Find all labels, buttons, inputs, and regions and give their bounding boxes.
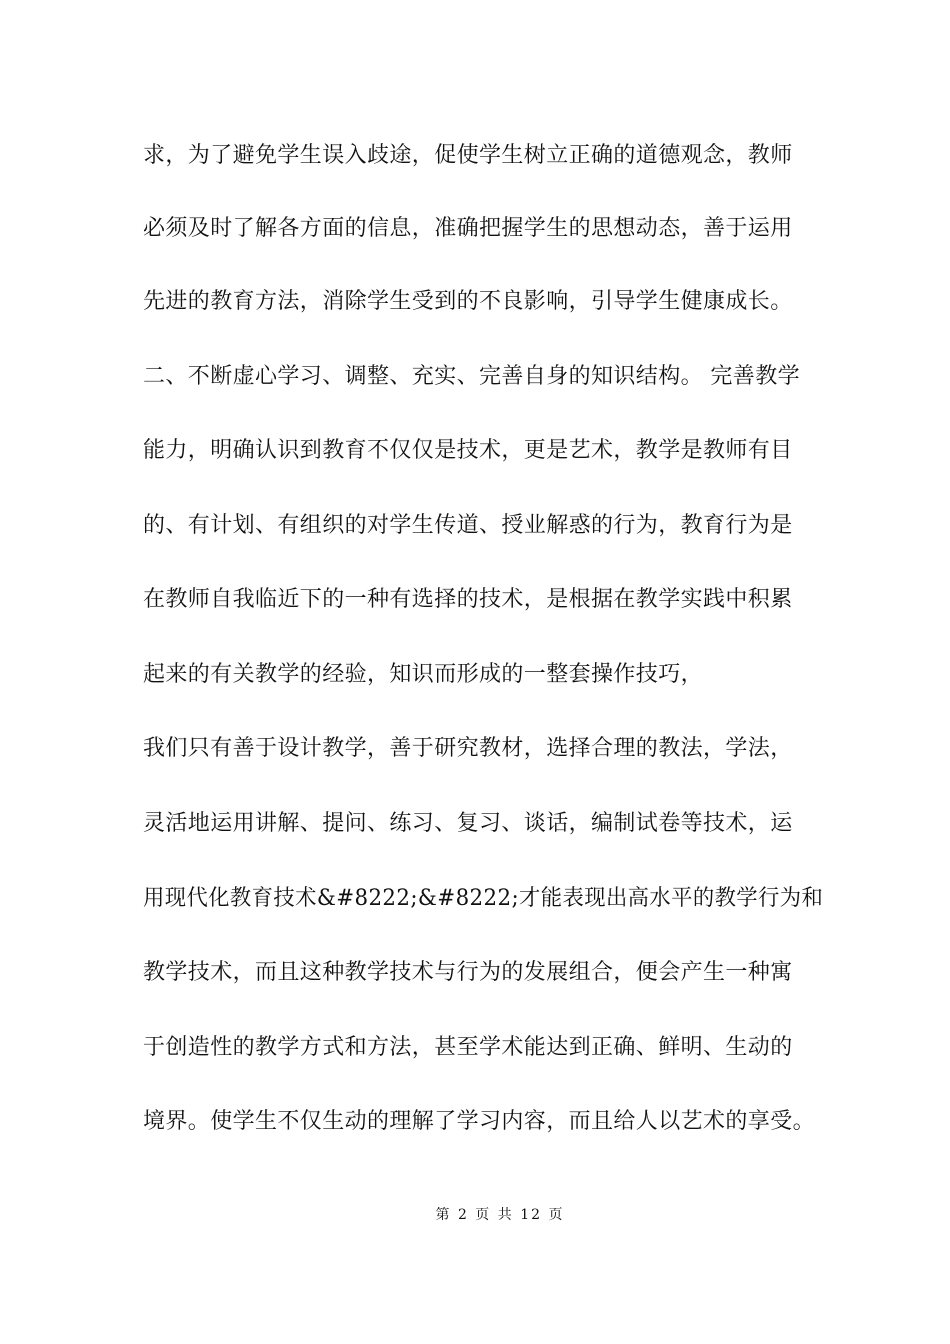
body-text-line: 求，为了避免学生误入歧途，促使学生树立正确的道德观念，教师 [143,143,793,168]
body-text-line: 我们只有善于设计教学，善于研究教材，选择合理的教法，学法， [143,736,793,761]
body-text-line: 教学技术，而且这种教学技术与行为的发展组合，便会产生一种寓 [143,960,793,985]
body-text-line: 境界。使学生不仅生动的理解了学习内容，而且给人以艺术的享受。 [143,1109,816,1134]
body-text-line: 的、有计划、有组织的对学生传道、授业解惑的行为，教育行为是 [143,513,793,538]
body-text-line: 用现代化教育技术&#8222;&#8222;才能表现出高水平的教学行为和 [143,886,824,911]
section-heading-line: 二、不断虚心学习、调整、充实、完善自身的知识结构。 完善教学 [143,364,800,389]
body-text-line: 必须及时了解各方面的信息，准确把握学生的思想动态，善于运用 [143,216,793,241]
body-text-line: 起来的有关教学的经验，知识而形成的一整套操作技巧， [143,662,704,687]
body-text-line: 于创造性的教学方式和方法，甚至学术能达到正确、鲜明、生动的 [143,1035,793,1060]
page-number-footer: 第 2 页 共 12 页 [435,1207,565,1223]
body-text-line: 在教师自我临近下的一种有选择的技术，是根据在教学实践中积累 [143,587,793,612]
body-text-line: 灵活地运用讲解、提问、练习、复习、谈话，编制试卷等技术，运 [143,811,793,836]
body-text-line: 能力，明确认识到教育不仅仅是技术，更是艺术，教学是教师有目 [143,438,793,463]
body-text-line: 先进的教育方法，消除学生受到的不良影响，引导学生健康成长。 [143,289,793,314]
